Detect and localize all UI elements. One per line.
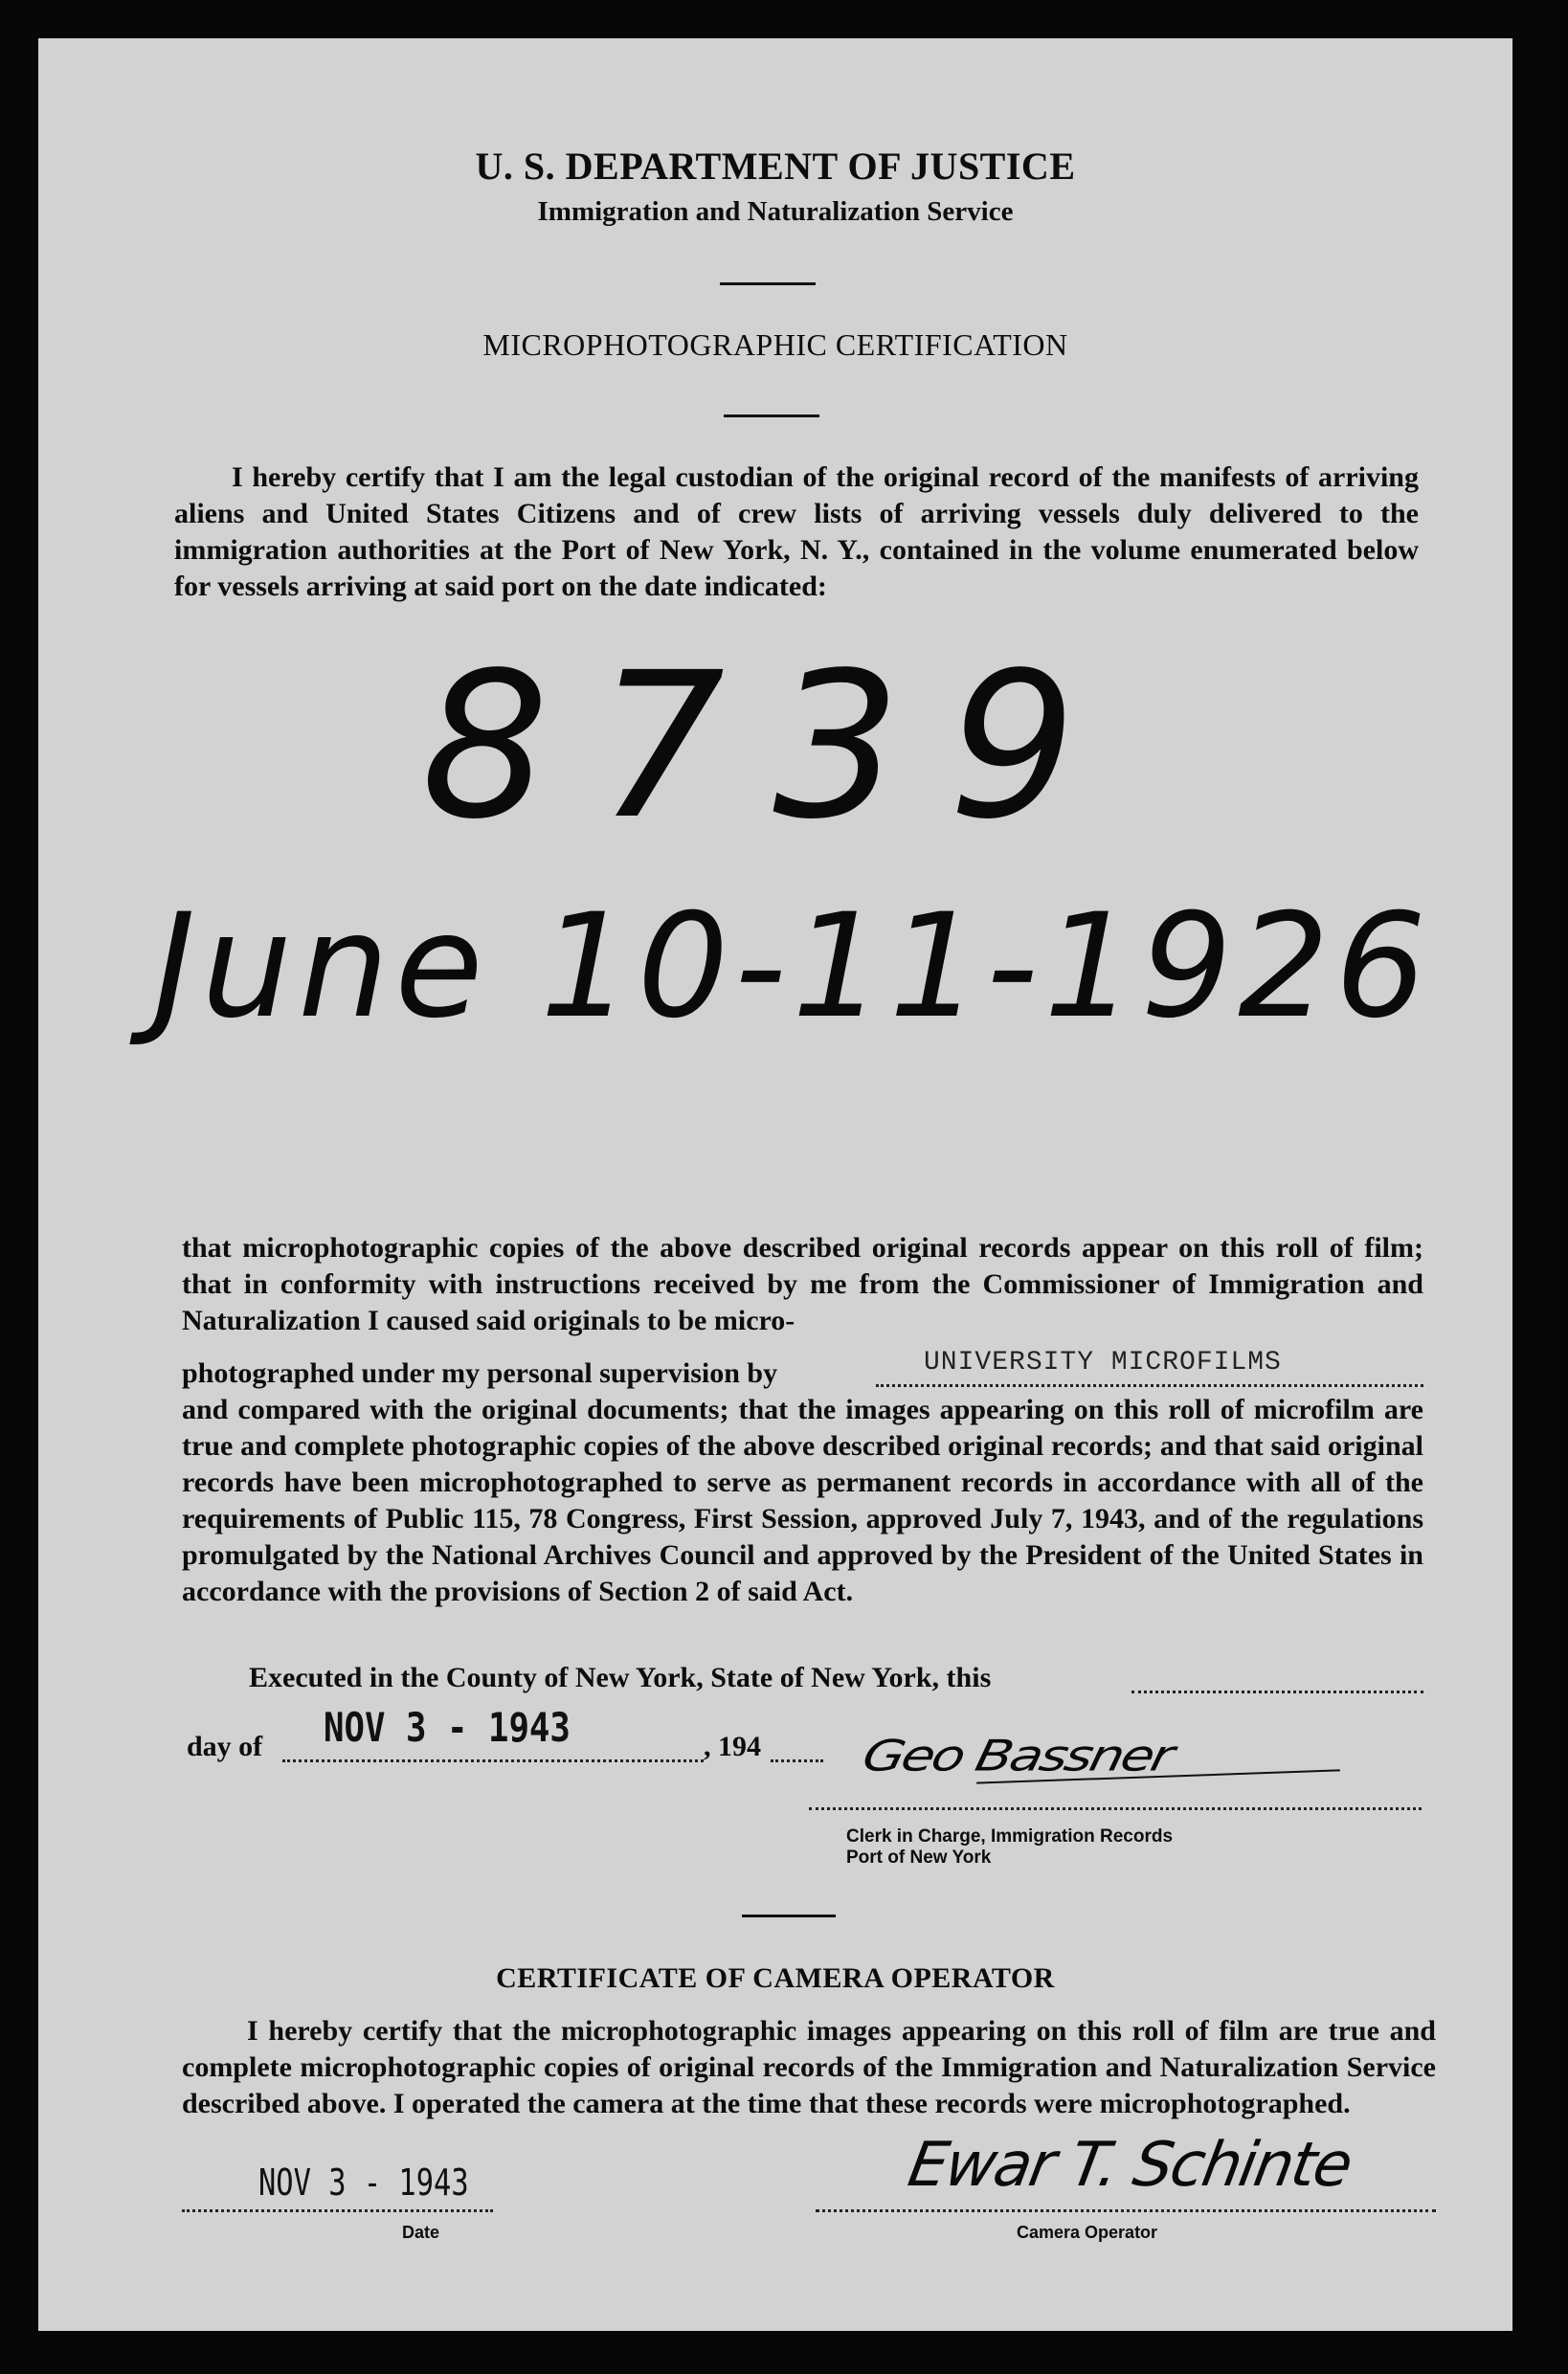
body-paragraph-part2: and compared with the original documents; that the images appearing on this roll of microfilm are true and complete photographic copies of the above described original records; and that said original records have been microphotographed to serve as permanent records in accordance with all of the requirements of Public 115, 78 Congress, First Session, approved July 7, 1943, and of the regulations promulgated by the National Archives Council and approved by the President of the United States in accordance with the provisions of Section 2 of said Act. — [182, 1394, 1423, 1607]
body-paragraph-part1: that microphotographic copies of the above described original records appear on this roll of film; that in conformity with instructions received by me from the Commissioner of Immigration and Naturalization I caused said originals to be micro- — [182, 1232, 1423, 1336]
certification-title: MICROPHOTOGRAPHIC CERTIFICATION — [482, 327, 1068, 362]
executed-statement: Executed in the County of New York, State of New York, this — [249, 1662, 992, 1693]
year-prefix: , 194 — [704, 1731, 761, 1762]
clerk-title: Clerk in Charge, Immigration Records — [846, 1826, 1174, 1847]
header-divider — [720, 282, 816, 285]
clerk-port: Port of New York — [846, 1848, 992, 1868]
day-of-label: day of — [187, 1731, 263, 1762]
year-dotted-line — [771, 1759, 823, 1762]
day-of-dotted-line — [282, 1759, 704, 1762]
handwritten-volume-number: 8739 — [421, 629, 1125, 863]
section-divider — [742, 1915, 836, 1917]
handwritten-arrival-date: June 10-11-1926 — [153, 884, 1433, 1050]
camera-operator-dotted-line — [816, 2209, 1436, 2212]
service-subheading: Immigration and Naturalization Service — [537, 196, 1014, 227]
supervisor-dotted-line — [876, 1384, 1423, 1387]
supervision-prefix: photographed under my personal supervision by — [182, 1357, 778, 1389]
camera-date-dotted-line — [182, 2209, 493, 2212]
camera-operator-signature: Ewar T. Schinte — [903, 2130, 1356, 2201]
clerk-signature: Geo Bassner — [858, 1731, 1176, 1781]
supervisor-name: UNIVERSITY MICROFILMS — [924, 1348, 1282, 1377]
camera-operator-label: Camera Operator — [1017, 2223, 1158, 2242]
department-heading: U. S. DEPARTMENT OF JUSTICE — [475, 145, 1076, 188]
title-divider — [724, 414, 819, 417]
clerk-signature-dotted-line — [809, 1807, 1422, 1810]
camera-date-value: NOV 3 - 1943 — [258, 2161, 469, 2204]
camera-paragraph: I hereby certify that the microphotographic images appearing on this roll of film are true and complete microphotographic copies of original records of the Immigration and Naturalization Service described above. I operated the camera at the time that these records were microphotographed. — [182, 2015, 1436, 2119]
executed-date-stamp: NOV 3 - 1943 — [324, 1704, 571, 1751]
camera-certificate-title: CERTIFICATE OF CAMERA OPERATOR — [496, 1962, 1055, 1994]
camera-date-label: Date — [402, 2223, 440, 2242]
executed-day-dotted-line — [1131, 1691, 1423, 1693]
certificate-document — [38, 38, 1512, 2331]
intro-paragraph: I hereby certify that I am the legal custodian of the original record of the manifests of arriving aliens and United States Citizens and of crew lists of arriving vessels duly delivered to the immigration authorities at the Port of New York, N. Y., contained in the volume enumerated below for vessels arriving at said port on the date indicated: — [174, 461, 1419, 602]
